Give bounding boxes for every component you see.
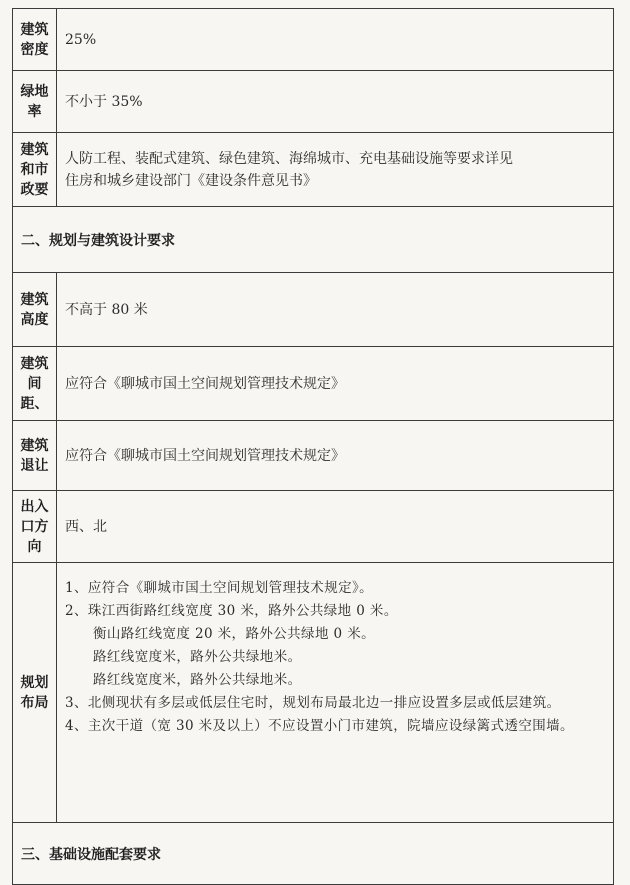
row-label-building-spacing: [13, 347, 57, 421]
label-line: 规划: [20, 674, 49, 691]
list-item: 衡山路红线宽度 20 米，路外公共绿地 0 米。: [93, 626, 376, 642]
row-label-building-density: [13, 9, 57, 71]
building-height-value: 不高于 80 米: [57, 273, 614, 347]
label-line: 距、: [20, 395, 49, 412]
label-line: 密度: [20, 41, 49, 58]
label-line: 口方: [20, 518, 49, 535]
row-label-planning-layout: [13, 563, 57, 823]
label-line: 出入: [20, 498, 49, 515]
table-row: [13, 563, 614, 823]
list-item: 路红线宽度米，路外公共绿地米。: [93, 649, 302, 665]
building-setback-value: 应符合《聊城市国土空间规划管理技术规定》: [57, 421, 614, 491]
section-title-infrastructure: 三、基础设施配套要求: [13, 823, 614, 885]
list-item: 路红线宽度米，路外公共绿地米。: [93, 672, 302, 688]
value-line: 人防工程、装配式建筑、绿色建筑、海绵城市、充电基础设施等要求详见: [65, 150, 513, 167]
row-label-green-rate: [13, 71, 57, 133]
municipal-requirements-value: [57, 133, 614, 207]
section-title-planning-design: 二、规划与建筑设计要求: [13, 207, 614, 273]
green-rate-value: 不小于 35%: [57, 71, 614, 133]
table-row: [13, 9, 614, 71]
label-line: 政要: [20, 181, 49, 198]
planning-conditions-table: [12, 8, 614, 885]
label-line: 布局: [20, 694, 49, 711]
label-line: 和市: [20, 161, 49, 178]
label-line: 建筑: [20, 21, 49, 38]
table-row: [13, 421, 614, 491]
section-header-row: [13, 823, 614, 885]
table-row: [13, 347, 614, 421]
table-row: [13, 273, 614, 347]
entrance-direction-value: 西、北: [57, 491, 614, 563]
value-line: 住房和城乡建设部门《建设条件意见书》: [65, 172, 317, 189]
label-line: 建筑: [20, 141, 49, 158]
label-line: 绿地: [20, 83, 49, 100]
label-line: 建筑: [20, 355, 49, 372]
row-label-building-setback: [13, 421, 57, 491]
building-spacing-value: 应符合《聊城市国土空间规划管理技术规定》: [57, 347, 614, 421]
row-label-municipal-requirements: [13, 133, 57, 207]
list-item: 4、主次干道（宽 30 米及以上）不应设置小门市建筑，院墙应设绿篱式透空围墙。: [65, 718, 574, 734]
planning-layout-list: [65, 577, 613, 738]
label-line: 率: [27, 103, 42, 120]
section-header-row: [13, 207, 614, 273]
table-row: [13, 491, 614, 563]
planning-layout-value: [57, 563, 614, 823]
label-line: 建筑: [20, 437, 49, 454]
label-line: 向: [27, 538, 42, 555]
row-label-building-height: [13, 273, 57, 347]
building-density-value: 25%: [57, 9, 614, 71]
list-item: 3、北侧现状有多层或低层住宅时，规划布局最北边一排应设置多层或低层建筑。: [65, 695, 561, 711]
label-line: 退让: [20, 457, 49, 474]
row-label-entrance-direction: [13, 491, 57, 563]
list-item: 1、应符合《聊城市国土空间规划管理技术规定》。: [65, 580, 374, 596]
label-line: 建筑: [20, 291, 49, 308]
label-line: 间: [27, 375, 42, 392]
table-row: [13, 71, 614, 133]
table-row: [13, 133, 614, 207]
list-item: 2、珠江西街路红线宽度 30 米，路外公共绿地 0 米。: [65, 603, 398, 619]
label-line: 高度: [20, 311, 49, 328]
